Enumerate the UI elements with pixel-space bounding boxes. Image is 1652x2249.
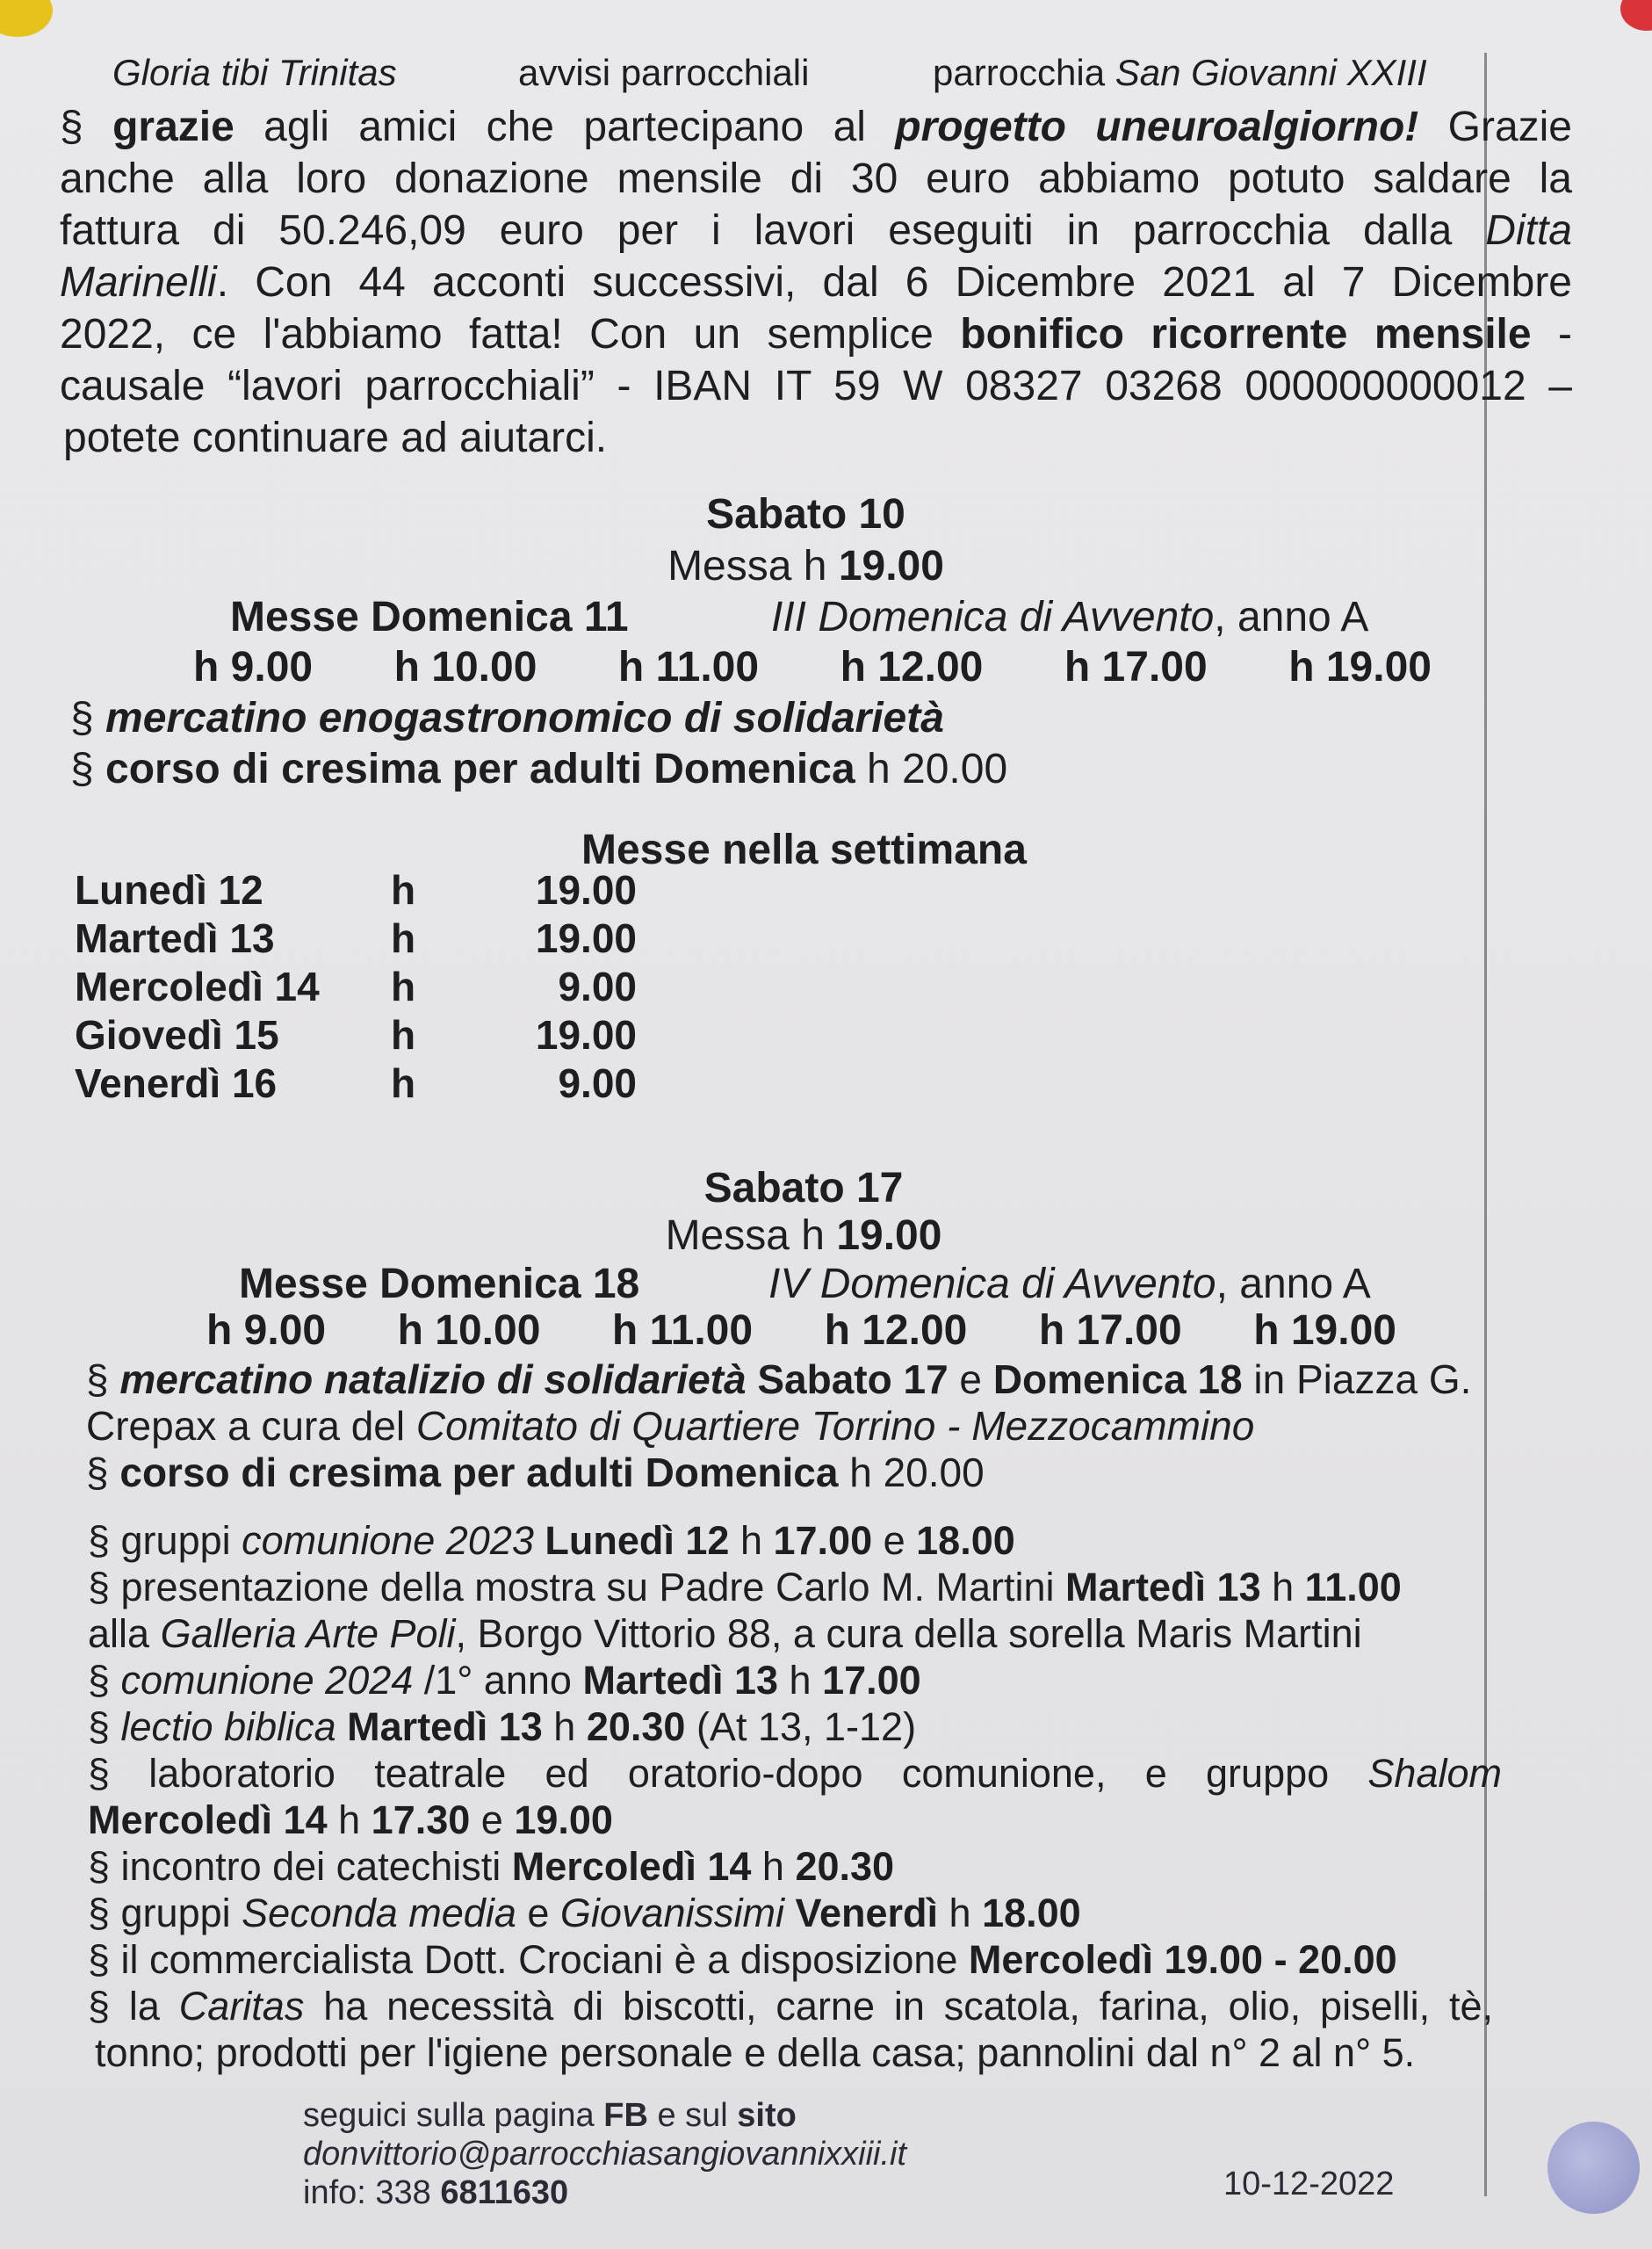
notice-christmas-market: § mercatino natalizio di solidarietà Sabato 17 e Domenica 18 in Piazza G.: [86, 1356, 1472, 1402]
intro-line-2: anche alla loro donazione mensile di 30 euro abbiamo potuto saldare la: [60, 155, 1572, 202]
mass-time: h 17.00: [1038, 1307, 1182, 1354]
sunday-11-label: Messe Domenica 11: [230, 594, 629, 640]
notice-lectio: § lectio biblica Martedì 13 h 20.30 (At 13, 1-12): [88, 1704, 917, 1749]
sunday-18-liturgy: IV Domenica di Avvento, anno A: [768, 1261, 1371, 1307]
notice-food-market: § mercatino enogastronomico di solidarietà: [70, 695, 944, 741]
weekday-masses-table: [75, 866, 637, 1108]
mass-time: h 12.00: [840, 644, 984, 691]
notice-catechists: § incontro dei catechisti Mercoledì 14 h 20.30: [88, 1844, 895, 1889]
yellow-pushpin: [0, 0, 53, 37]
intro-line-7: potete continuare ad aiutarci.: [63, 415, 608, 461]
saturday-10-heading: Sabato 10: [706, 491, 905, 538]
footer-follow: seguici sulla pagina FB e sul sito: [303, 2097, 797, 2134]
notice-exhibition: § presentazione della mostra su Padre Carlo M. Martini Martedì 13 h 11.00: [88, 1565, 1402, 1609]
header-motto: Gloria tibi Trinitas: [112, 52, 397, 93]
intro-line-4: Marinelli. Con 44 acconti successivi, dal 6 Dicembre 2021 al 7 Dicembre: [60, 259, 1572, 306]
notice-communion-2023: § gruppi comunione 2023 Lunedì 12 h 17.00 e 18.00: [88, 1518, 1015, 1563]
red-pushpin: [1620, 0, 1652, 31]
mass-time: h 9.00: [193, 644, 314, 691]
footer-email[interactable]: donvittorio@parrocchiasangiovannixxiii.it: [303, 2136, 907, 2173]
mass-time: h 17.00: [1064, 644, 1208, 691]
weekday-row: Mercoledì 14 h 9.00: [75, 964, 637, 1009]
sunday-18-label: Messe Domenica 18: [239, 1261, 640, 1307]
intro-line-6: causale “lavori parrocchiali” - IBAN IT 59 W 08327 03268 000000000012 –: [60, 363, 1572, 409]
notice-confirmation-course: § corso di cresima per adulti Domenica h 20.00: [70, 746, 1008, 792]
weekday-row: Venerdì 16 h 9.00: [75, 1060, 637, 1106]
sunday-11-times: [193, 642, 1432, 693]
mass-time: h 19.00: [1288, 644, 1432, 691]
weekday-row: Lunedì 12 h 19.00: [75, 867, 637, 913]
saturday-17-mass: Messa h 19.00: [665, 1212, 942, 1259]
notice-theatre-lab: § laboratorio teatrale ed oratorio-dopo comunione, e gruppo Shalom: [88, 1751, 1502, 1796]
mass-time: h 11.00: [617, 644, 760, 691]
weekday-masses-title: Messe nella settimana: [581, 827, 1027, 873]
footer-date: 10-12-2022: [1223, 2166, 1395, 2202]
intro-line-3: fattura di 50.246,09 euro per i lavori eseguiti in parrocchia dalla Ditta: [60, 207, 1572, 254]
notice-youth-groups: § gruppi Seconda media e Giovanissimi Venerdì h 18.00: [88, 1891, 1081, 1935]
notice-theatre-lab-cont: Mercoledì 14 h 17.30 e 19.00: [88, 1797, 613, 1842]
intro-line-1: § grazie agli amici che partecipano al progetto uneuroalgiorno! Grazie: [60, 104, 1573, 150]
notice-communion-2024: § comunione 2024 /1° anno Martedì 13 h 17.00: [88, 1658, 921, 1703]
saturday-10-mass: Messa h 19.00: [667, 543, 944, 589]
mass-time: h 19.00: [1253, 1307, 1396, 1354]
notice-caritas-cont: tonno; prodotti per l'igiene personale e della casa; pannolini dal n° 2 al n° 5.: [95, 2030, 1416, 2075]
notice-caritas: § la Caritas ha necessità di biscotti, carne in scatola, farina, olio, piselli, tè,: [88, 1984, 1494, 2028]
mass-time: h 9.00: [206, 1307, 327, 1354]
mass-time: h 10.00: [393, 644, 537, 691]
mass-time: h 12.00: [824, 1307, 968, 1354]
notice-accountant: § il commercialista Dott. Crociani è a disposizione Mercoledì 19.00 - 20.00: [88, 1937, 1397, 1982]
footer-contacts: [303, 2096, 906, 2212]
mass-time: h 10.00: [397, 1307, 541, 1354]
sunday-11-liturgy: III Domenica di Avvento, anno A: [771, 594, 1369, 640]
saturday-17-heading: Sabato 17: [703, 1165, 904, 1211]
intro-line-5: 2022, ce l'abbiamo fatta! Con un semplice bonifico ricorrente mensile -: [60, 311, 1572, 358]
sunday-18-times: [206, 1305, 1396, 1356]
header-parish: parrocchia San Giovanni XXIII: [933, 52, 1427, 93]
notice-christmas-market-cont: Crepax a cura del Comitato di Quartiere Torrino - Mezzocammino: [86, 1403, 1255, 1449]
footer-phone: info: 338 6811630: [303, 2174, 569, 2211]
mass-time: h 11.00: [611, 1307, 754, 1354]
header-title: avvisi parrocchiali: [518, 52, 810, 93]
blue-pushpin: [1547, 2122, 1640, 2214]
notice-confirmation-course-2: § corso di cresima per adulti Domenica h 20.00: [86, 1450, 985, 1495]
weekday-row: Giovedì 15 h 19.00: [75, 1012, 637, 1058]
notice-exhibition-cont: alla Galleria Arte Poli, Borgo Vittorio 88, a cura della sorella Maris Martini: [88, 1611, 1362, 1656]
weekday-row: Martedì 13 h 19.00: [75, 915, 637, 961]
